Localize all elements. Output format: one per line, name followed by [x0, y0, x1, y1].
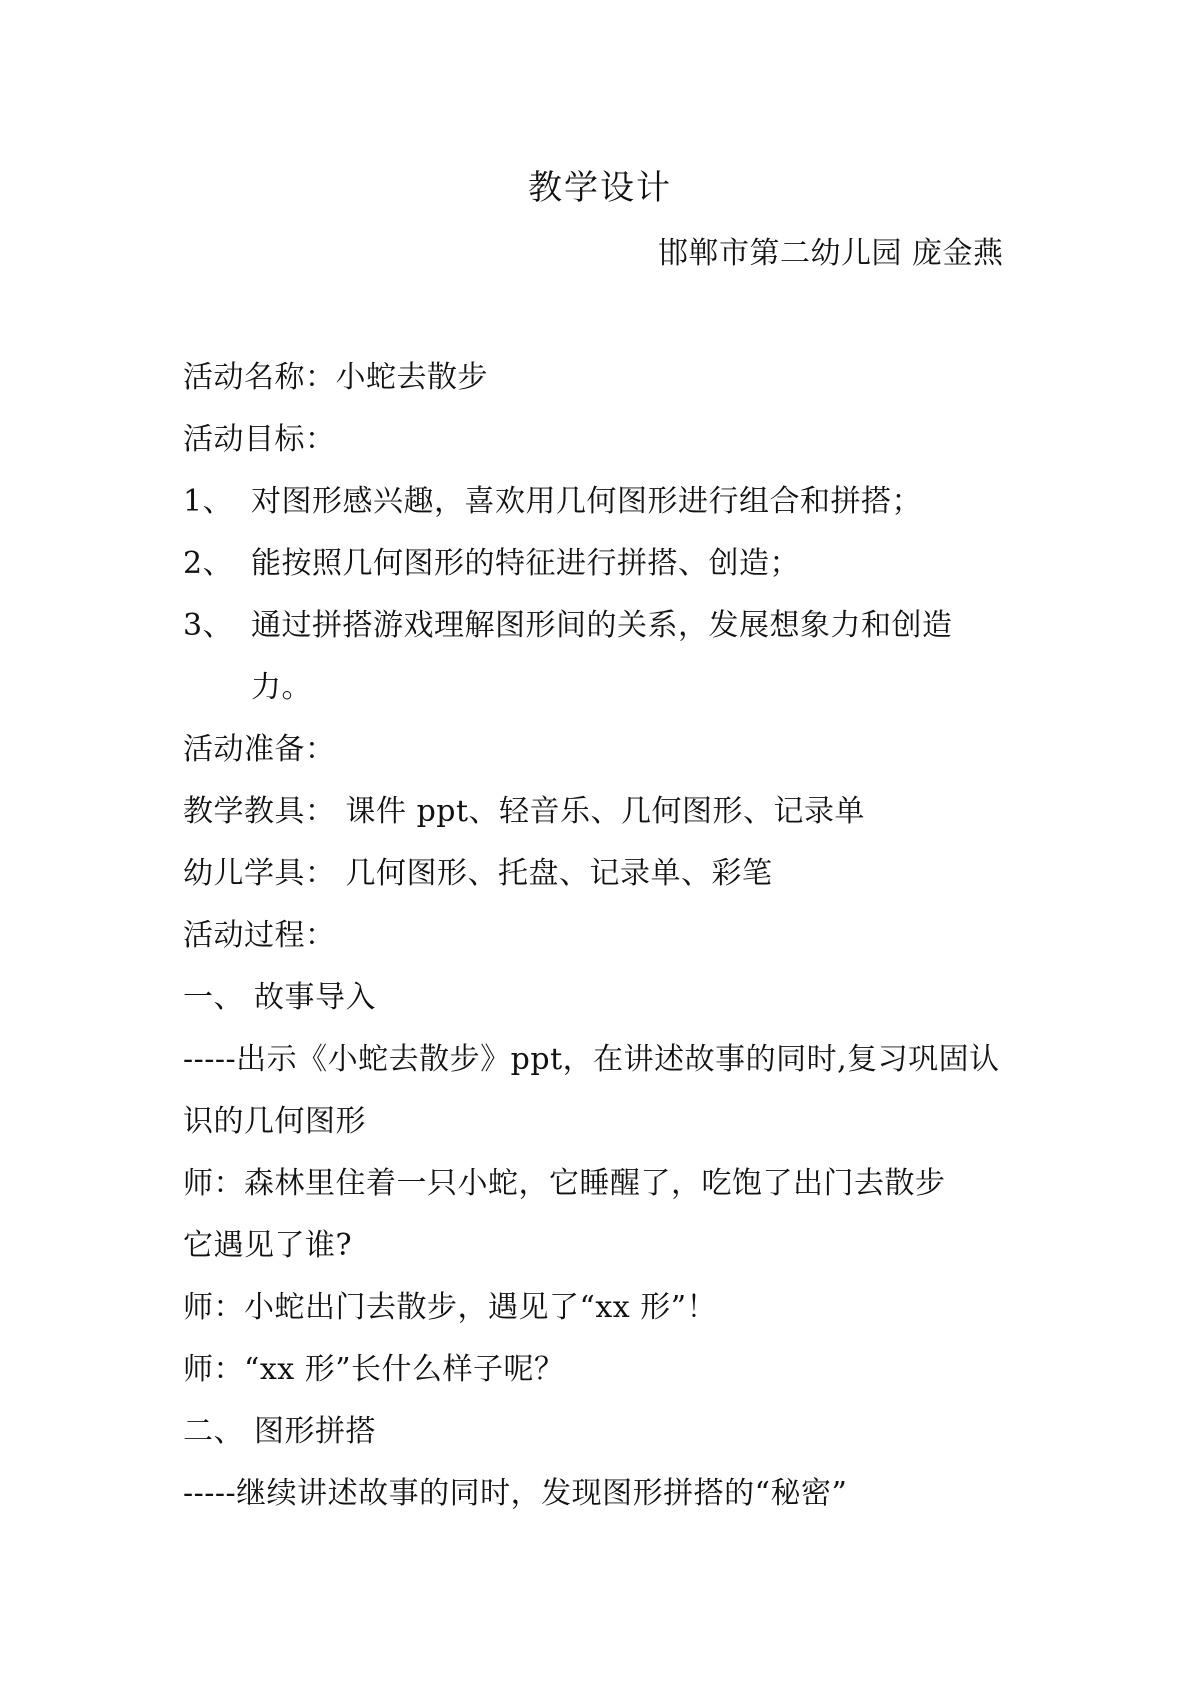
- process-heading: 活动过程：: [183, 918, 336, 953]
- goal-text: 能按照几何图形的特征进行拼搭、创造；: [251, 546, 800, 581]
- teacher-tools: 教学教具： 课件 ppt、轻音乐、几何图形、记录单: [183, 794, 866, 829]
- author-line: 邯郸市第二幼儿园 庞金燕: [658, 236, 1004, 271]
- page-title: 教学设计: [528, 168, 672, 208]
- section-2-label: 二、 图形拼搭: [183, 1414, 377, 1449]
- goal-number: 3、: [183, 608, 234, 643]
- goal-text: 通过拼搭游戏理解图形间的关系，发展想象力和创造: [251, 608, 953, 643]
- goal-item-3-continuation: 力。: [251, 670, 312, 705]
- section-1-line: 师：“xx 形”长什么样子呢？: [183, 1352, 565, 1387]
- goals-heading: 活动目标：: [183, 422, 336, 457]
- section-1-line: -----出示《小蛇去散步》ppt，在讲述故事的同时,复习巩固认: [183, 1042, 1000, 1077]
- section-2-line: -----继续讲述故事的同时，发现图形拼搭的“秘密”: [183, 1476, 848, 1511]
- goal-text: 对图形感兴趣，喜欢用几何图形进行组合和拼搭；: [251, 484, 922, 519]
- goal-item-2: [183, 544, 800, 584]
- section-1-line: 它遇见了谁?: [183, 1228, 353, 1263]
- section-1-label: 一、 故事导入: [183, 980, 377, 1015]
- section-1-line: 师：森林里住着一只小蛇，它睡醒了，吃饱了出门去散步: [183, 1166, 946, 1201]
- section-1-line: 识的几何图形: [183, 1104, 366, 1139]
- goal-number: 2、: [183, 546, 234, 581]
- goal-item-3: [183, 606, 953, 646]
- goal-item-1: [183, 482, 922, 522]
- prep-heading: 活动准备：: [183, 732, 336, 767]
- activity-name: 活动名称：小蛇去散步: [183, 360, 488, 395]
- goal-number: 1、: [183, 484, 234, 519]
- child-tools: 幼儿学具： 几何图形、托盘、记录单、彩笔: [183, 856, 773, 891]
- section-1-line: 师：小蛇出门去散步，遇见了“xx 形”！: [183, 1290, 718, 1325]
